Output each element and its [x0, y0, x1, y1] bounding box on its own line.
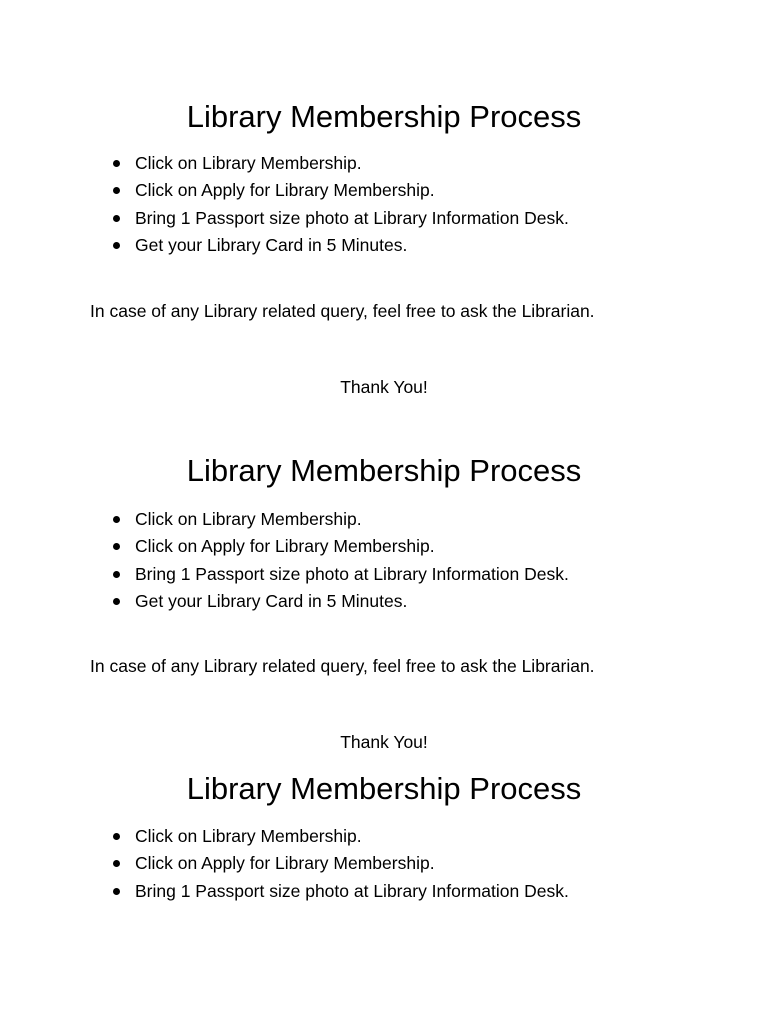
list-item: Click on Library Membership.	[110, 823, 569, 850]
bullet-icon	[113, 598, 120, 605]
section-title: Library Membership Process	[186, 771, 582, 806]
section-title: Library Membership Process	[186, 453, 582, 488]
bullet-icon	[113, 543, 120, 550]
list-item: Click on Apply for Library Membership.	[110, 850, 569, 877]
bullet-icon	[113, 242, 120, 249]
thank-you-text: Thank You!	[340, 377, 428, 397]
thank-you-text: Thank You!	[340, 732, 428, 752]
list-item: Bring 1 Passport size photo at Library Information Desk.	[110, 878, 569, 905]
bullet-icon	[113, 888, 120, 895]
query-note: In case of any Library related query, feel free to ask the Librarian.	[90, 656, 595, 676]
bullet-icon	[113, 833, 120, 840]
bullet-icon	[113, 160, 120, 167]
list-item: Click on Library Membership.	[110, 150, 569, 177]
bullet-icon	[113, 187, 120, 194]
list-item: Click on Library Membership.	[110, 506, 569, 533]
bullet-icon	[113, 516, 120, 523]
list-item: Click on Apply for Library Membership.	[110, 533, 569, 560]
section-title: Library Membership Process	[186, 99, 582, 134]
list-item: Click on Apply for Library Membership.	[110, 177, 569, 204]
list-item: Bring 1 Passport size photo at Library Information Desk.	[110, 561, 569, 588]
bullet-icon	[113, 860, 120, 867]
bullet-icon	[113, 215, 120, 222]
query-note: In case of any Library related query, feel free to ask the Librarian.	[90, 301, 595, 321]
bullet-icon	[113, 571, 120, 578]
steps-list	[110, 823, 569, 905]
list-item: Get your Library Card in 5 Minutes.	[110, 232, 569, 259]
list-item: Get your Library Card in 5 Minutes.	[110, 588, 569, 615]
list-item: Bring 1 Passport size photo at Library Information Desk.	[110, 205, 569, 232]
steps-list	[110, 506, 569, 615]
steps-list	[110, 150, 569, 259]
